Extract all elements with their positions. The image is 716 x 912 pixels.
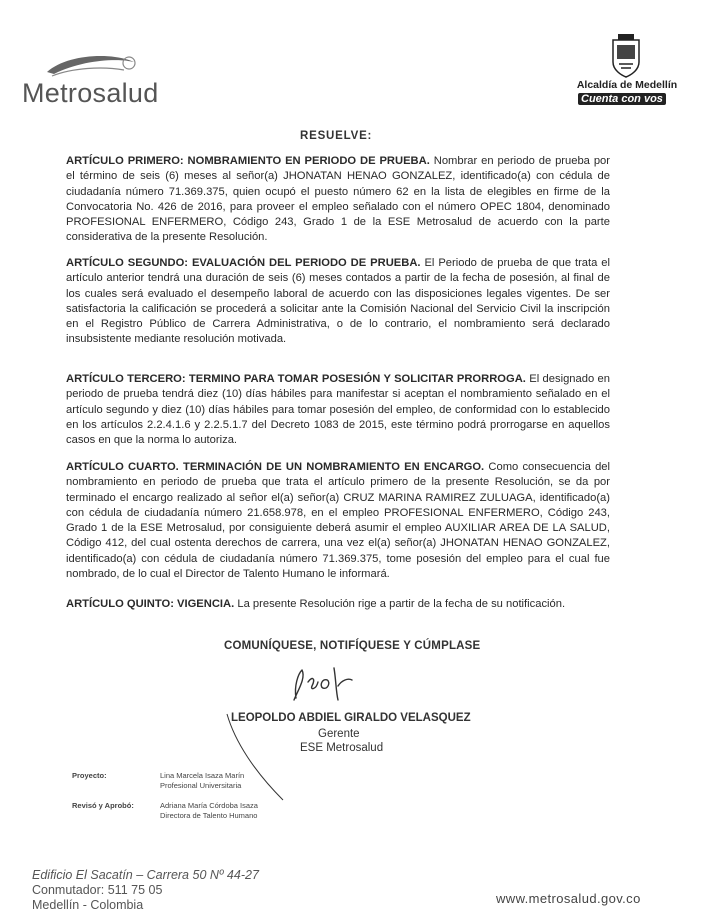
- alcaldia-name: Alcaldía de Medellín: [576, 79, 678, 91]
- alcaldia-slogan: Cuenta con vos: [578, 93, 666, 105]
- article-segundo: [66, 256, 610, 348]
- metrosalud-logo: [22, 50, 182, 110]
- article-primero: [66, 154, 610, 246]
- article-body: Nombrar en periodo de prueba por el término de seis (6) meses al señor(a) JHONATAN HENAO GONZALEZ, identificado(a) con cédula de ciudadanía número 71.369.375, quien ocupó el puesto número 62 en la lista de elegibles en firme de la Convocatoria No. 426 de 2016, para proveer el empleo señalado con el número OPEC 1804, denominado PROFESIONAL ENFERMERO, Código 243, Grado 1 de la ESE Metrosalud de acuerdo con la parte considerativa de la presente Resolución.: [66, 155, 610, 244]
- footer-website: www.metrosalud.gov.co: [496, 891, 641, 906]
- reviso-role: Directora de Talento Humano: [160, 811, 258, 820]
- signer-role: Gerente: [318, 728, 360, 740]
- proyecto-role: Profesional Universitaria: [160, 781, 242, 790]
- article-quinto: [66, 597, 610, 612]
- article-body: El designado en periodo de prueba tendrá diez (10) días hábiles para manifestar si aceptan el nombramiento señalado en el artículo segundo y diez (10) días hábiles para tomar posesión del empleo, de conformidad con lo establecido en los artículos 2.2.4.1.6 y 2.2.5.1.7 del Decreto 1083 de 2015, este término podrá prorrogarse en aquellos casos en que la norma lo autoriza.: [66, 373, 610, 446]
- proyecto-name: Lina Marcela Isaza Marín: [160, 771, 245, 780]
- signer-org: ESE Metrosalud: [300, 742, 384, 754]
- article-tercero: [66, 372, 610, 448]
- article-cuarto: [66, 460, 610, 582]
- resuelve-title: RESUELVE:: [300, 130, 373, 142]
- article-heading: ARTÍCULO PRIMERO: NOMBRAMIENTO EN PERIODO DE PRUEBA.: [66, 155, 430, 167]
- reviso-label: Revisó y Aprobó:: [72, 801, 134, 810]
- article-heading: ARTÍCULO CUARTO. TERMINACIÓN DE UN NOMBRAMIENTO EN ENCARGO.: [66, 461, 485, 473]
- article-body: Como consecuencia del nombramiento en periodo de prueba que trata el artículo primero de la presente Resolución, se da por terminado el encargo realizado al señor el(a) señor(a) CRUZ MARINA RAMIREZ ZULUAGA, identificado(a) con cédula de ciudadanía número 21.658.978, en el empleo PROFESIONAL ENFERMERO, Código 243, Grado 1 de la ESE Metrosalud, por consiguiente deberá asumir el empleo AUXILIAR AREA DE LA SALUD, Código 412, del cual ostenta derechos de carrera, una vez el(a) señor(a) JHONATAN HENAO GONZALEZ, identificado(a) con cédula de ciudadanía número 71.369.375, tome posesión del empleo para el cual fue nombrado, de lo cual el Director de Talento Humano le informará.: [66, 461, 611, 580]
- proyecto-label: Proyecto:: [72, 771, 107, 780]
- footer-address: Edificio El Sacatín – Carrera 50 Nº 44-27: [32, 868, 259, 882]
- footer-city: Medellín - Colombia: [32, 898, 144, 912]
- article-body: El Periodo de prueba de que trata el artículo anterior tendrá una duración de seis (6) meses contados a partir de la fecha de posesión, al final de los cuales será evaluado el desempeño laboral de acuerdo con las disposiciones legales vigentes. De ser satisfactoria la calificación se procederá a solicitar ante la Comisión Nacional del Servicio Civil la inscripción en el Registro Público de Carrera Administrativa, o de lo contrario, el nombramiento será declarado insubsistente mediante resolución motivada.: [66, 257, 611, 346]
- reviso-name: Adriana María Córdoba Isaza: [160, 801, 258, 810]
- handwritten-signature: [286, 660, 356, 708]
- article-heading: ARTÍCULO TERCERO: TERMINO PARA TOMAR POSESIÓN Y SOLICITAR PRORROGA.: [66, 373, 526, 385]
- signer-name: LEOPOLDO ABDIEL GIRALDO VELASQUEZ: [231, 712, 471, 724]
- metrosalud-logo-text: Metrosalud: [22, 78, 159, 108]
- footer-phone: Conmutador: 511 75 05: [32, 883, 163, 897]
- closing-formula: COMUNÍQUESE, NOTIFÍQUESE Y CÚMPLASE: [224, 640, 481, 652]
- alcaldia-logo: [572, 34, 682, 114]
- article-heading: ARTÍCULO SEGUNDO: EVALUACIÓN DEL PERIODO DE PRUEBA.: [66, 257, 421, 269]
- article-body: La presente Resolución rige a partir de la fecha de su notificación.: [237, 598, 566, 610]
- article-heading: ARTÍCULO QUINTO: VIGENCIA.: [66, 598, 235, 610]
- medellin-crest-icon: [609, 34, 643, 78]
